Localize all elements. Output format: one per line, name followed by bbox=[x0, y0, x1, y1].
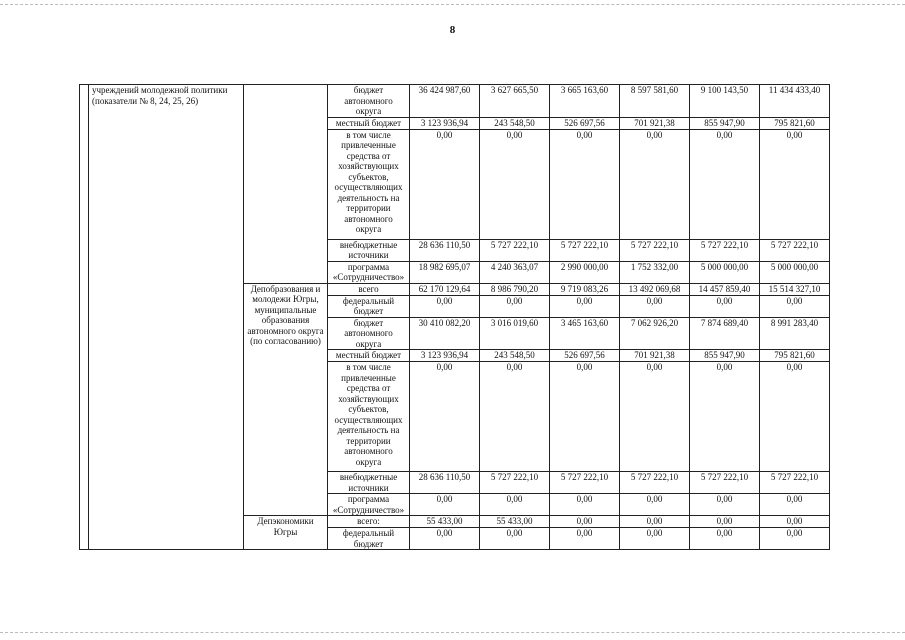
amount-cell: 11 434 433,40 bbox=[760, 85, 830, 118]
amount-cell: 5 727 222,10 bbox=[690, 472, 760, 494]
amount-cell: 5 727 222,10 bbox=[620, 239, 690, 261]
amount-cell: 0,00 bbox=[410, 494, 480, 516]
funding-source-cell: всего bbox=[328, 283, 410, 295]
amount-cell: 0,00 bbox=[550, 129, 620, 239]
amount-cell: 5 727 222,10 bbox=[690, 239, 760, 261]
amount-cell: 2 990 000,00 bbox=[550, 261, 620, 283]
amount-cell: 0,00 bbox=[690, 295, 760, 317]
amount-cell: 55 433,00 bbox=[480, 516, 550, 528]
amount-cell: 1 752 332,00 bbox=[620, 261, 690, 283]
amount-cell: 5 000 000,00 bbox=[690, 261, 760, 283]
amount-cell: 15 514 327,10 bbox=[760, 283, 830, 295]
amount-cell: 0,00 bbox=[410, 528, 480, 550]
amount-cell: 0,00 bbox=[550, 295, 620, 317]
funding-source-cell: в том числе привлеченные средства от хозяйствующих субъектов, осуществляющих деятельность на территории автономного округа bbox=[328, 362, 410, 472]
amount-cell: 0,00 bbox=[690, 129, 760, 239]
amount-cell: 795 821,60 bbox=[760, 350, 830, 362]
amount-cell: 9 719 083,26 bbox=[550, 283, 620, 295]
amount-cell: 526 697,56 bbox=[550, 350, 620, 362]
funding-source-cell: местный бюджет bbox=[328, 350, 410, 362]
amount-cell: 13 492 069,68 bbox=[620, 283, 690, 295]
funding-source-cell: местный бюджет bbox=[328, 117, 410, 129]
amount-cell: 0,00 bbox=[760, 129, 830, 239]
amount-cell: 855 947,90 bbox=[690, 117, 760, 129]
row-number-cell bbox=[80, 85, 89, 550]
amount-cell: 243 548,50 bbox=[480, 117, 550, 129]
amount-cell: 0,00 bbox=[760, 295, 830, 317]
amount-cell: 3 123 936,94 bbox=[410, 117, 480, 129]
amount-cell: 3 665 163,60 bbox=[550, 85, 620, 118]
responsible-executor-cell bbox=[244, 85, 328, 284]
amount-cell: 0,00 bbox=[620, 362, 690, 472]
amount-cell: 0,00 bbox=[760, 516, 830, 528]
amount-cell: 0,00 bbox=[550, 528, 620, 550]
amount-cell: 62 170 129,64 bbox=[410, 283, 480, 295]
amount-cell: 0,00 bbox=[550, 494, 620, 516]
budget-table-body bbox=[80, 85, 830, 550]
amount-cell: 8 991 283,40 bbox=[760, 317, 830, 350]
amount-cell: 701 921,38 bbox=[620, 117, 690, 129]
funding-source-cell: бюджет автономного округа bbox=[328, 317, 410, 350]
amount-cell: 0,00 bbox=[690, 494, 760, 516]
amount-cell: 5 000 000,00 bbox=[760, 261, 830, 283]
amount-cell: 14 457 859,40 bbox=[690, 283, 760, 295]
funding-source-cell: федеральный бюджет bbox=[328, 528, 410, 550]
amount-cell: 5 727 222,10 bbox=[480, 239, 550, 261]
funding-source-cell: в том числе привлеченные средства от хозяйствующих субъектов, осуществляющих деятельность на территории автономного округа bbox=[328, 129, 410, 239]
amount-cell: 0,00 bbox=[480, 528, 550, 550]
amount-cell: 18 982 695,07 bbox=[410, 261, 480, 283]
amount-cell: 5 727 222,10 bbox=[550, 472, 620, 494]
funding-source-cell: внебюджетные источники bbox=[328, 472, 410, 494]
amount-cell: 0,00 bbox=[480, 295, 550, 317]
amount-cell: 0,00 bbox=[480, 129, 550, 239]
amount-cell: 795 821,60 bbox=[760, 117, 830, 129]
amount-cell: 855 947,90 bbox=[690, 350, 760, 362]
amount-cell: 30 410 082,20 bbox=[410, 317, 480, 350]
amount-cell: 7 062 926,20 bbox=[620, 317, 690, 350]
amount-cell: 3 016 019,60 bbox=[480, 317, 550, 350]
amount-cell: 0,00 bbox=[760, 494, 830, 516]
amount-cell: 0,00 bbox=[620, 129, 690, 239]
amount-cell: 0,00 bbox=[620, 295, 690, 317]
amount-cell: 9 100 143,50 bbox=[690, 85, 760, 118]
amount-cell: 0,00 bbox=[760, 362, 830, 472]
amount-cell: 0,00 bbox=[480, 494, 550, 516]
amount-cell: 5 727 222,10 bbox=[480, 472, 550, 494]
measure-name-cell: учреждений молодежной политики (показатели № 8, 24, 25, 26) bbox=[89, 85, 244, 550]
amount-cell: 243 548,50 bbox=[480, 350, 550, 362]
amount-cell: 8 597 581,60 bbox=[620, 85, 690, 118]
amount-cell: 55 433,00 bbox=[410, 516, 480, 528]
amount-cell: 0,00 bbox=[550, 362, 620, 472]
funding-source-cell: федеральный бюджет bbox=[328, 295, 410, 317]
amount-cell: 3 627 665,50 bbox=[480, 85, 550, 118]
amount-cell: 0,00 bbox=[410, 129, 480, 239]
amount-cell: 0,00 bbox=[410, 295, 480, 317]
funding-source-cell: программа «Сотрудничество» bbox=[328, 261, 410, 283]
funding-source-cell: бюджет автономного округа bbox=[328, 85, 410, 118]
amount-cell: 7 874 689,40 bbox=[690, 317, 760, 350]
amount-cell: 0,00 bbox=[620, 528, 690, 550]
amount-cell: 4 240 363,07 bbox=[480, 261, 550, 283]
budget-table bbox=[79, 84, 830, 550]
amount-cell: 0,00 bbox=[620, 494, 690, 516]
scan-edge-top bbox=[0, 4, 905, 5]
page-number: 8 bbox=[449, 24, 456, 36]
amount-cell: 0,00 bbox=[690, 528, 760, 550]
amount-cell: 3 465 163,60 bbox=[550, 317, 620, 350]
amount-cell: 0,00 bbox=[480, 362, 550, 472]
amount-cell: 0,00 bbox=[620, 516, 690, 528]
funding-source-cell: всего: bbox=[328, 516, 410, 528]
amount-cell: 0,00 bbox=[410, 362, 480, 472]
amount-cell: 8 986 790,20 bbox=[480, 283, 550, 295]
funding-source-cell: программа «Сотрудничество» bbox=[328, 494, 410, 516]
responsible-executor-cell: Депэкономики Югры bbox=[244, 516, 328, 550]
amount-cell: 0,00 bbox=[550, 516, 620, 528]
amount-cell: 5 727 222,10 bbox=[550, 239, 620, 261]
amount-cell: 0,00 bbox=[760, 528, 830, 550]
scan-edge-bottom bbox=[0, 632, 905, 633]
amount-cell: 0,00 bbox=[690, 362, 760, 472]
responsible-executor-cell: Депобразования и молодежи Югры, муниципальные образования автономного округа (по согласованию) bbox=[244, 283, 328, 516]
amount-cell: 3 123 936,94 bbox=[410, 350, 480, 362]
table-row bbox=[80, 85, 830, 118]
amount-cell: 5 727 222,10 bbox=[760, 239, 830, 261]
funding-source-cell: внебюджетные источники bbox=[328, 239, 410, 261]
amount-cell: 5 727 222,10 bbox=[620, 472, 690, 494]
amount-cell: 36 424 987,60 bbox=[410, 85, 480, 118]
amount-cell: 526 697,56 bbox=[550, 117, 620, 129]
amount-cell: 0,00 bbox=[690, 516, 760, 528]
amount-cell: 28 636 110,50 bbox=[410, 239, 480, 261]
amount-cell: 28 636 110,50 bbox=[410, 472, 480, 494]
amount-cell: 5 727 222,10 bbox=[760, 472, 830, 494]
amount-cell: 701 921,38 bbox=[620, 350, 690, 362]
